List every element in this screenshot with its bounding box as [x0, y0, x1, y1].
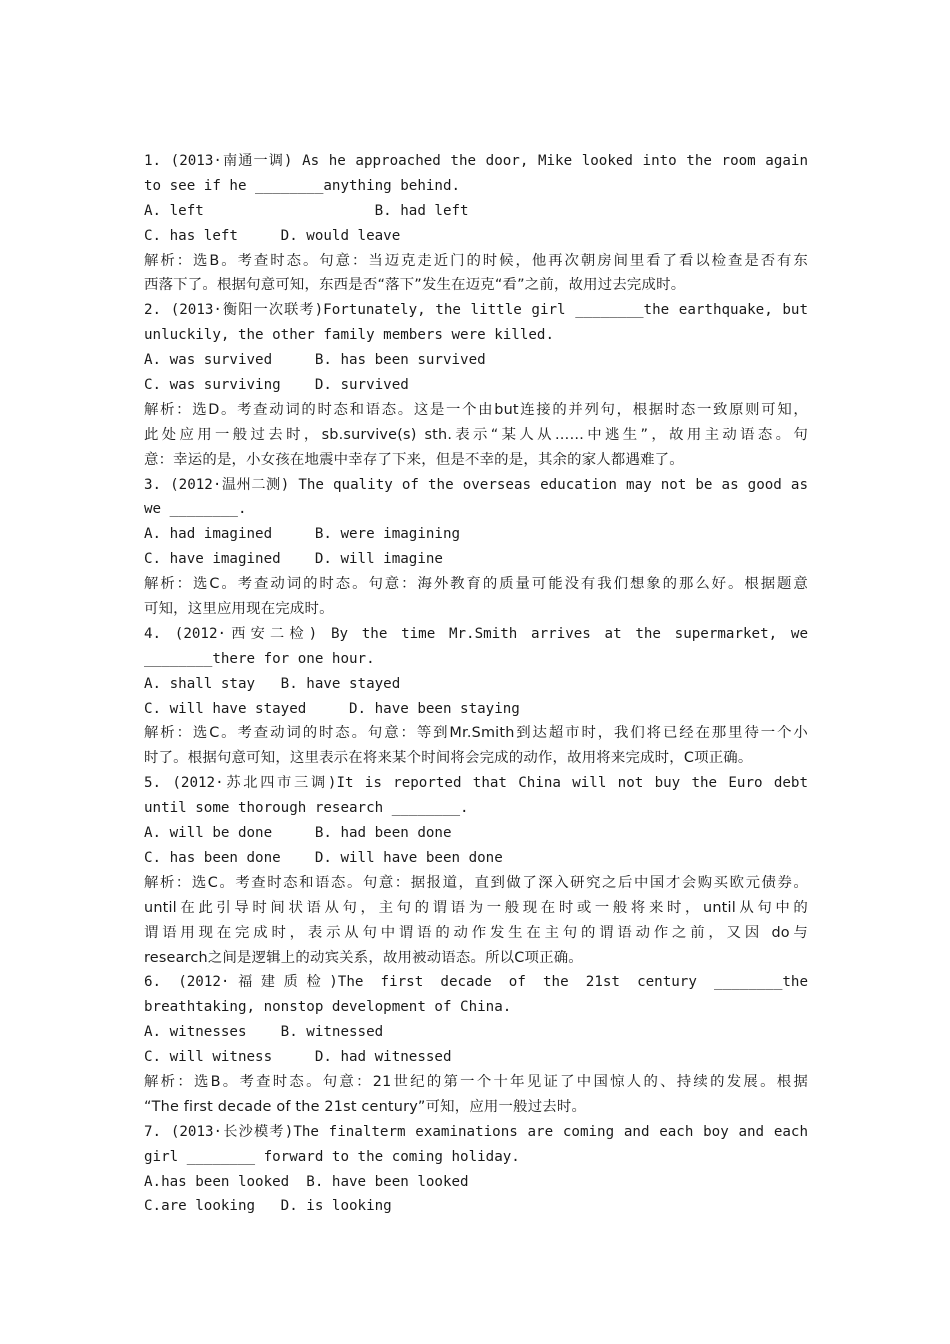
q7-stem-line-2: girl ________ forward to the coming holiday. [144, 1148, 520, 1165]
q1-options-ab: A. left B. had left [144, 202, 469, 219]
q5-analysis-line-4: research之间是逻辑上的动宾关系，故用被动语态。所以C项正确。 [144, 949, 583, 966]
q5-stem-line-2: until some thorough research ________. [144, 800, 469, 817]
q3-analysis-line-2: 可知，这里应用现在完成时。 [144, 601, 334, 618]
q6-stem-line-1: 6. (2012·福建质检)The first decade of the 21st century ________the [144, 974, 808, 991]
q4-options-cd: C. will have stayed D. have been staying [144, 700, 520, 717]
q4-options-ab: A. shall stay B. have stayed [144, 675, 401, 692]
q5-stem-line-1: 5. (2012·苏北四市三调)It is reported that China will not buy the Euro debt [144, 775, 808, 792]
q2-options-cd: C. was surviving D. survived [144, 377, 409, 394]
q2-stem-line-2: unluckily, the other family members were killed. [144, 327, 554, 344]
q5-analysis-line-1: 解析：选C。考查时态和语态。句意：据报道，直到做了深入研究之后中国才会购买欧元债券。 [144, 874, 808, 891]
q4-stem-line-2: ________there for one hour. [144, 650, 375, 667]
q2-stem-line-1: 2. (2013·衡阳一次联考)Fortunately, the little girl ________the earthquake, but [144, 302, 808, 319]
q5-analysis-line-2: until在此引导时间状语从句，主句的谓语为一般现在时或一般将来时，until从句中的 [144, 899, 808, 916]
q6-stem-line-2: breathtaking, nonstop development of China. [144, 999, 512, 1016]
q5-options-cd: C. has been done D. will have been done [144, 849, 503, 866]
q3-analysis-line-1: 解析：选C。考查动词的时态。句意：海外教育的质量可能没有我们想象的那么好。根据题意 [144, 576, 808, 593]
q2-options-ab: A. was survived B. has been survived [144, 352, 486, 369]
q7-options-ab: A.has been looked B. have been looked [144, 1173, 469, 1190]
q2-analysis-line-1: 解析：选D。考查动词的时态和语态。这是一个由but连接的并列句，根据时态一致原则可知， [144, 401, 808, 418]
q7-stem-line-1: 7. (2013·长沙模考)The finalterm examinations are coming and each boy and each [144, 1123, 808, 1140]
q1-analysis-line-1: 解析：选B。考查时态。句意：当迈克走近门的时候，他再次朝房间里看了看以检查是否有东 [144, 252, 808, 269]
q7-options-cd: C.are looking D. is looking [144, 1198, 392, 1215]
q6-analysis-line-2: “The first decade of the 21st century”可知，应用一般过去时。 [144, 1098, 587, 1115]
q4-analysis-line-1: 解析：选C。考查动词的时态。句意：等到Mr.Smith到达超市时，我们将已经在那里待一个小 [144, 725, 808, 742]
document-page [144, 149, 808, 1219]
q3-options-cd: C. have imagined D. will imagine [144, 551, 443, 568]
q1-options-cd: C. has left D. would leave [144, 227, 401, 244]
q3-stem-line-2: we ________. [144, 501, 247, 518]
q5-analysis-line-3: 谓语用现在完成时，表示从句中谓语的动作发生在主句的谓语动作之前，又因 do与 [144, 924, 808, 941]
q1-stem-line-2: to see if he ________anything behind. [144, 177, 461, 194]
q5-options-ab: A. will be done B. had been done [144, 825, 452, 842]
q6-options-cd: C. will witness D. had witnessed [144, 1049, 452, 1066]
q3-stem-line-1: 3. (2012·温州二测) The quality of the overseas education may not be as good as [144, 476, 808, 493]
q6-analysis-line-1: 解析：选B。考查时态。句意：21世纪的第一个十年见证了中国惊人的、持续的发展。根据 [144, 1073, 808, 1090]
q6-options-ab: A. witnesses B. witnessed [144, 1024, 384, 1041]
q4-stem-line-1: 4. (2012·西安二检) By the time Mr.Smith arrives at the supermarket, we [144, 625, 808, 642]
q2-analysis-line-3: 意：幸运的是，小女孩在地震中幸存了下来，但是不幸的是，其余的家人都遇难了。 [144, 451, 684, 468]
q4-analysis-line-2: 时了。根据句意可知，这里表示在将来某个时间将会完成的动作，故用将来完成时，C项正确。 [144, 750, 753, 767]
q3-options-ab: A. had imagined B. were imagining [144, 526, 461, 543]
q1-stem-line-1: 1. (2013·南通一调) As he approached the door, Mike looked into the room again [144, 153, 808, 169]
q1-analysis-line-2: 西落下了。根据句意可知，东西是否“落下”发生在迈克“看”之前，故用过去完成时。 [144, 277, 686, 294]
q2-analysis-line-2: 此处应用一般过去时，sb.survive(s) sth.表示“某人从……中逃生”，故用主动语态。句 [144, 426, 808, 443]
